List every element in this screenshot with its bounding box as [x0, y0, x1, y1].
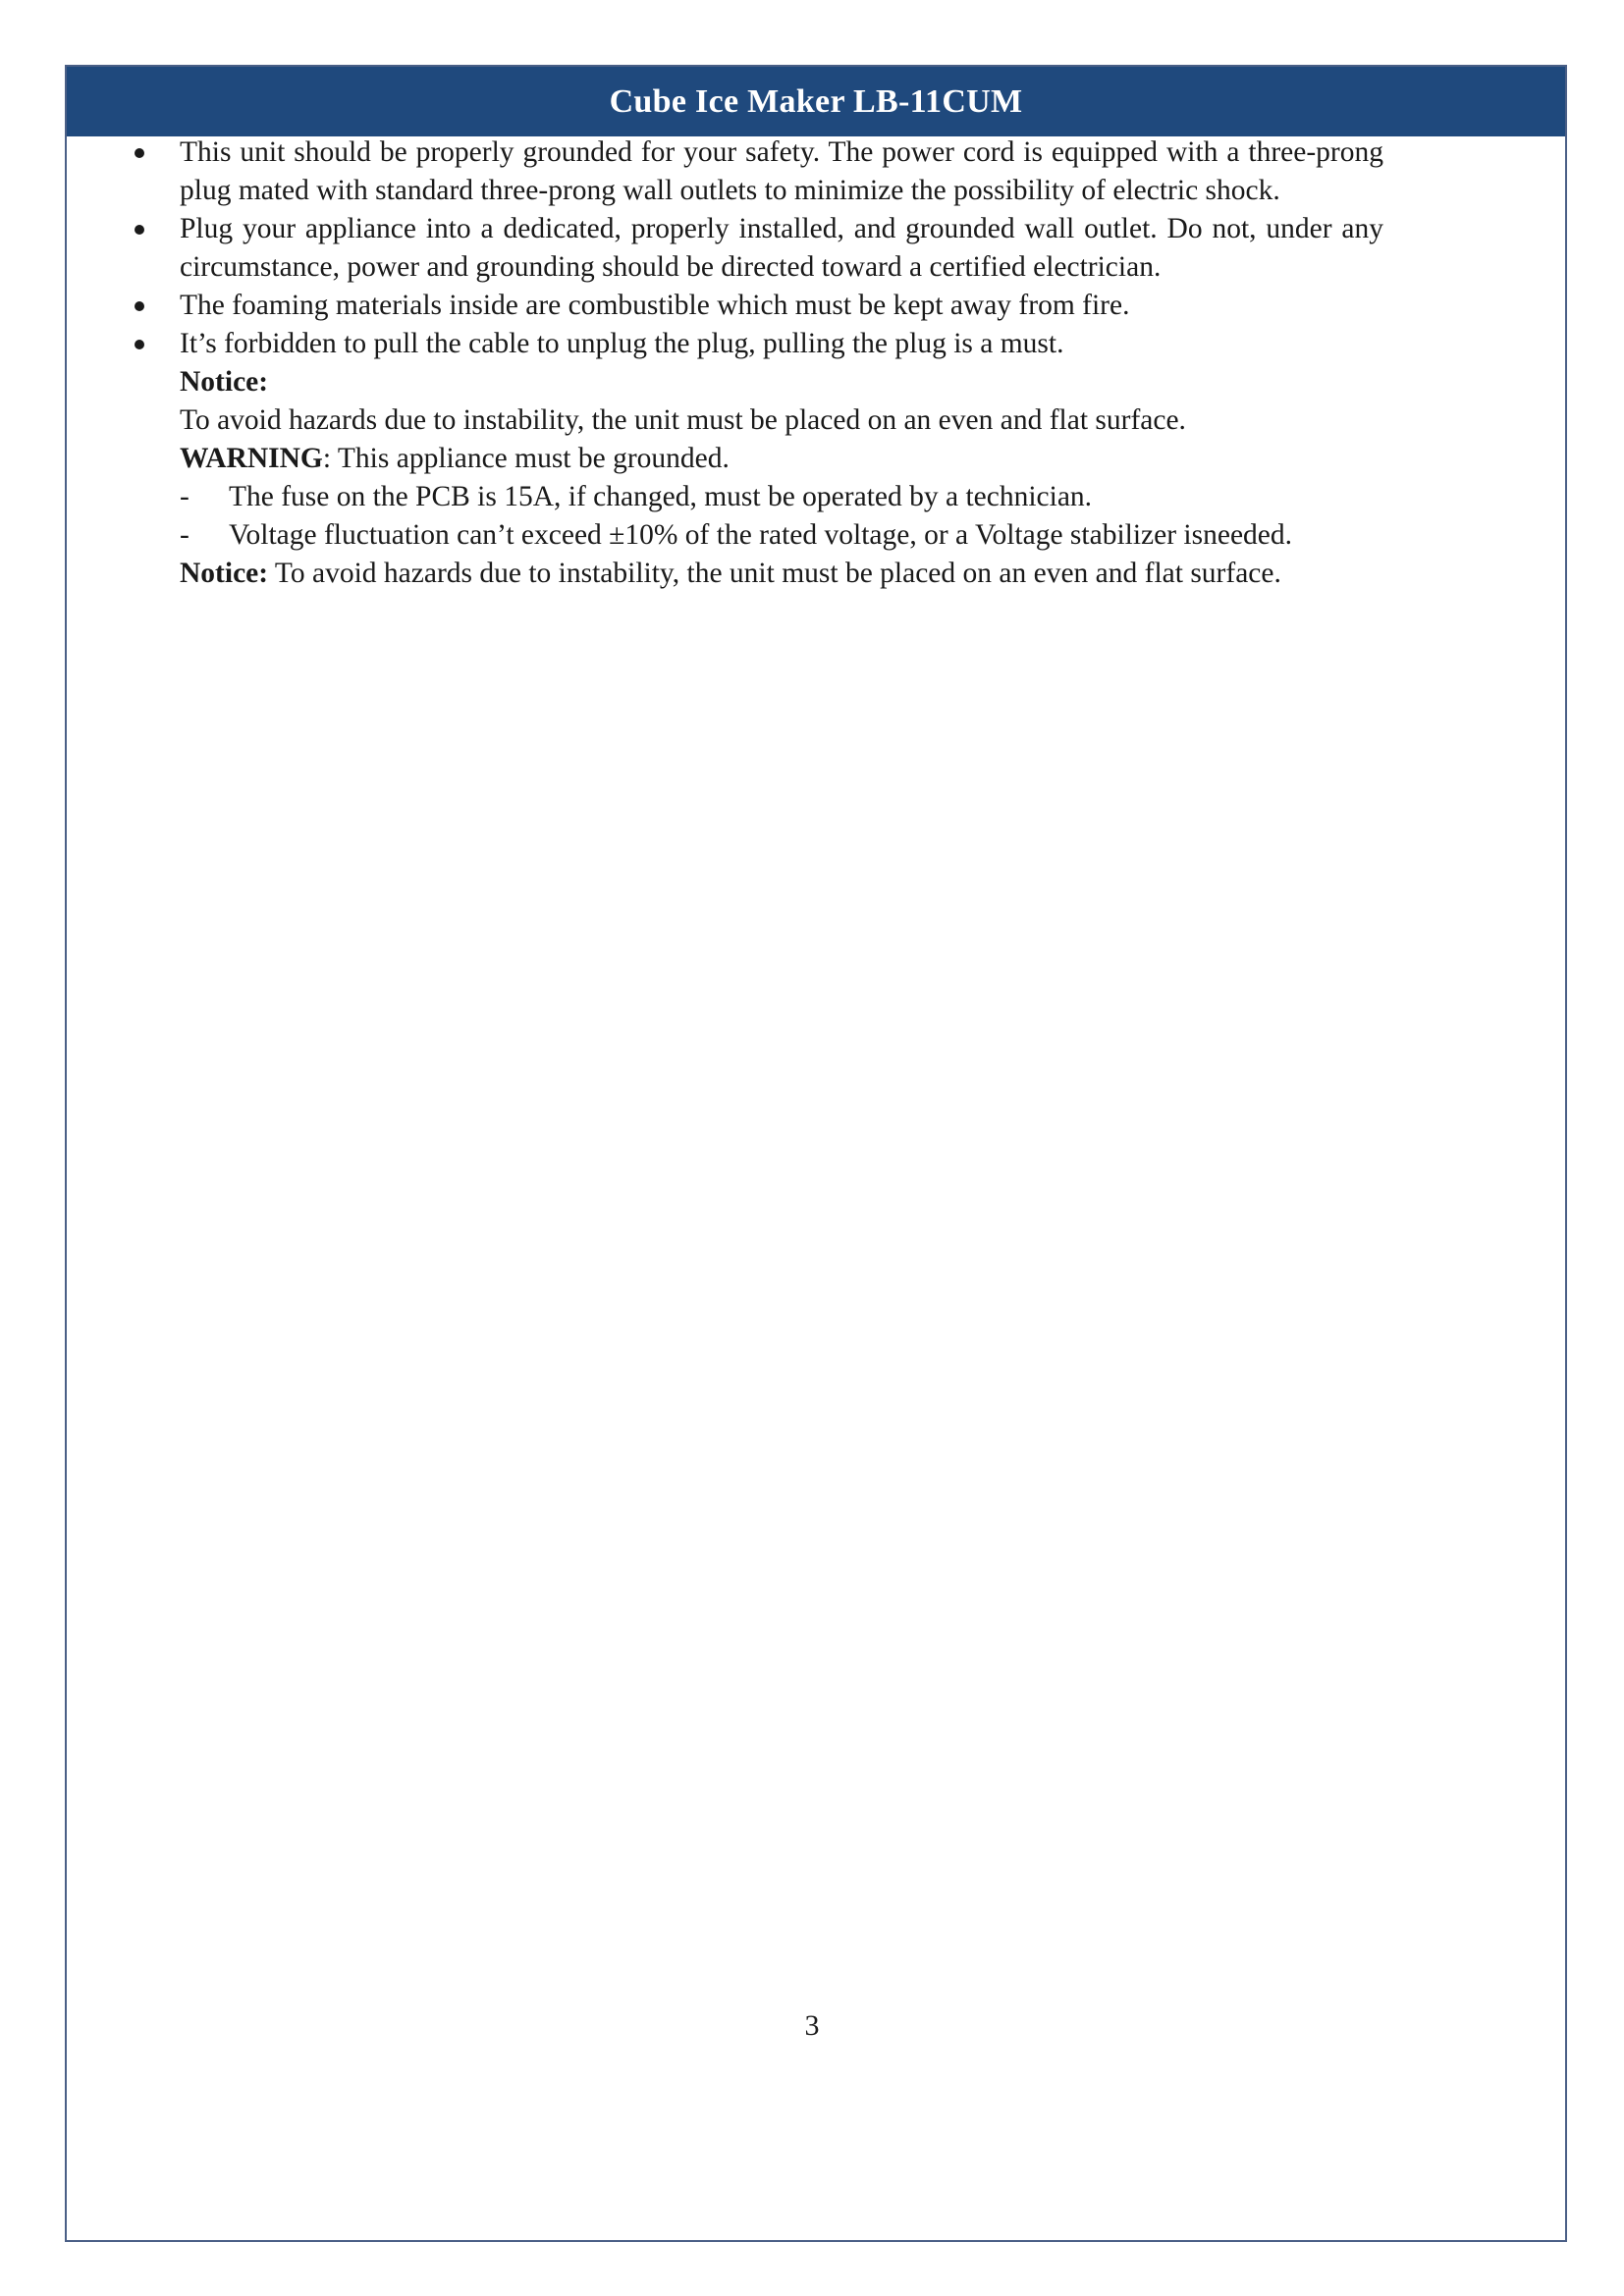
dash-item-voltage	[180, 516, 1383, 555]
warning-label: WARNING	[180, 443, 323, 474]
warning-text: : This appliance must be grounded.	[322, 443, 730, 474]
bullet-item-outlet	[180, 210, 1383, 287]
bullet-icon	[135, 301, 144, 311]
bullet-text: Plug your appliance into a dedicated, properly installed, and grounded wall outlet. Do not, under any circumstance, power and grounding should be directed toward a certified electrician.	[180, 213, 1383, 283]
dash-item-text: The fuse on the PCB is 15A, if changed, must be operated by a technician.	[229, 481, 1093, 512]
bullet-icon	[135, 225, 144, 235]
safety-bullet-list	[180, 133, 1383, 363]
bullet-text: The foaming materials inside are combustible which must be kept away from fire.	[180, 290, 1130, 321]
notice-label: Notice:	[180, 366, 269, 398]
page-number: 3	[804, 2009, 820, 2042]
notice-heading	[180, 363, 1383, 401]
notice-paragraph-text: To avoid hazards due to instability, the unit must be placed on an even and flat surface.	[268, 558, 1281, 589]
bullet-text: It’s forbidden to pull the cable to unplug the plug, pulling the plug is a must.	[180, 328, 1064, 359]
bullet-item-foaming	[180, 287, 1383, 325]
bullet-item-cable	[180, 325, 1383, 363]
notice-text: To avoid hazards due to instability, the unit must be placed on an even and flat surface.	[180, 404, 1186, 436]
dash-marker: -	[180, 481, 189, 512]
warning-line	[180, 440, 1383, 478]
main-content	[180, 133, 1383, 593]
document-title: Cube Ice Maker LB-11CUM	[609, 82, 1023, 120]
dash-item-fuse	[180, 478, 1383, 516]
header-bar	[67, 67, 1565, 136]
notice-label: Notice:	[180, 558, 269, 589]
notice-paragraph	[180, 555, 1383, 593]
bullet-item-grounding	[180, 133, 1383, 210]
dash-list	[180, 478, 1383, 555]
bullet-icon	[135, 148, 144, 158]
dash-marker: -	[180, 519, 189, 551]
bullet-text: This unit should be properly grounded for your safety. The power cord is equipped with a three-prong plug mated with standard three-prong wall outlets to minimize the possibility of electric shock.	[180, 136, 1383, 206]
bullet-icon	[135, 340, 144, 349]
dash-item-text: Voltage fluctuation can’t exceed ±10% of the rated voltage, or a Voltage stabilizer isneeded.	[229, 519, 1293, 551]
